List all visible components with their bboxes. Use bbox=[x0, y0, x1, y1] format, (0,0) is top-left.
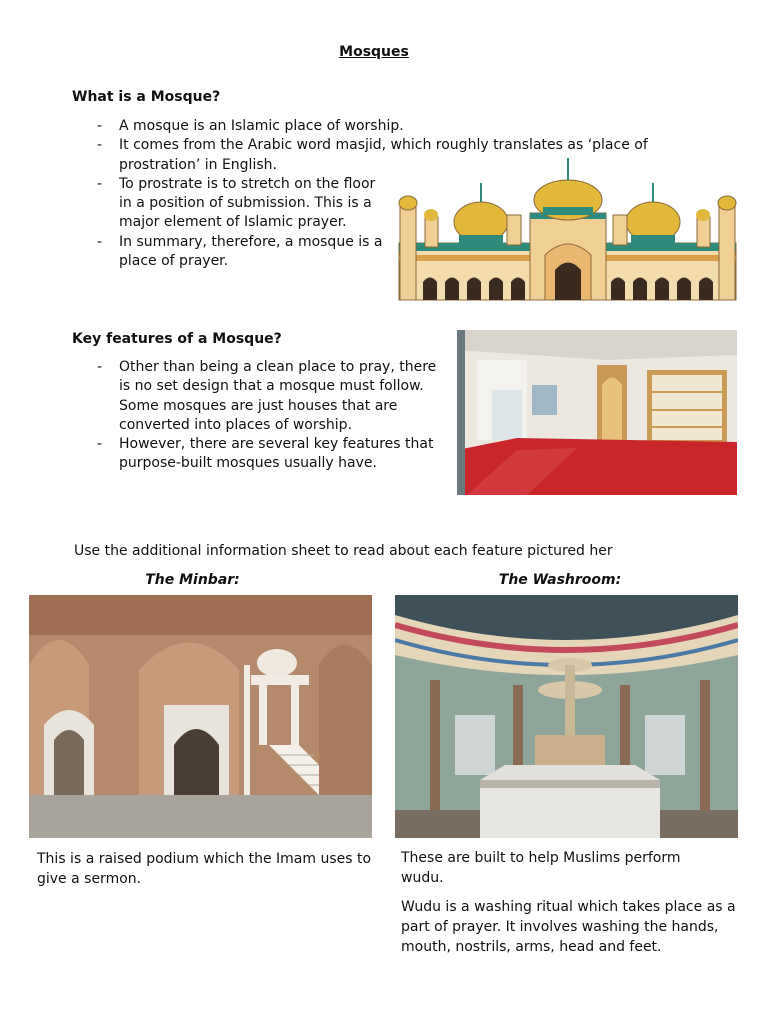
key-features-bullets bbox=[73, 358, 443, 474]
bullet-item: - To prostrate is to stretch on the floor in a position of submission. This is a major element of Islamic prayer. bbox=[73, 175, 389, 233]
page-title: Mosques bbox=[339, 44, 409, 60]
minbar-photo bbox=[29, 595, 372, 838]
bullet-item: - In summary, therefore, a mosque is a place of prayer. bbox=[73, 233, 389, 272]
mosque-illustration bbox=[395, 155, 740, 303]
minbar-caption: The Minbar: bbox=[145, 572, 240, 588]
intro-text: Use the additional information sheet to read about each feature pictured her bbox=[74, 543, 613, 559]
washroom-description: These are built to help Muslims perform wudu. bbox=[401, 850, 681, 886]
minbar-description: This is a raised podium which the Imam uses to give a sermon. bbox=[37, 851, 372, 887]
section-heading-key-features: Key features of a Mosque? bbox=[72, 331, 282, 347]
bullet-item: - It comes from the Arabic word masjid, which roughly translates as ‘place of prostration’ in English. bbox=[73, 136, 669, 175]
bullet-item: - However, there are several key features that purpose-built mosques usually have. bbox=[73, 435, 439, 474]
prayer-hall-photo bbox=[457, 330, 737, 495]
wudu-description: Wudu is a washing ritual which takes place as a part of prayer. It involves washing the hands, mouth, nostrils, arms, head and feet. bbox=[401, 899, 736, 955]
bullet-item: - A mosque is an Islamic place of worship. bbox=[73, 117, 669, 136]
bullet-item: - Other than being a clean place to pray, there is no set design that a mosque must follow. Some mosques are just houses that are converted into places of worship. bbox=[73, 358, 439, 435]
washroom-caption: The Washroom: bbox=[498, 572, 622, 588]
section-heading-what-is: What is a Mosque? bbox=[72, 89, 221, 105]
washroom-photo bbox=[395, 595, 738, 838]
